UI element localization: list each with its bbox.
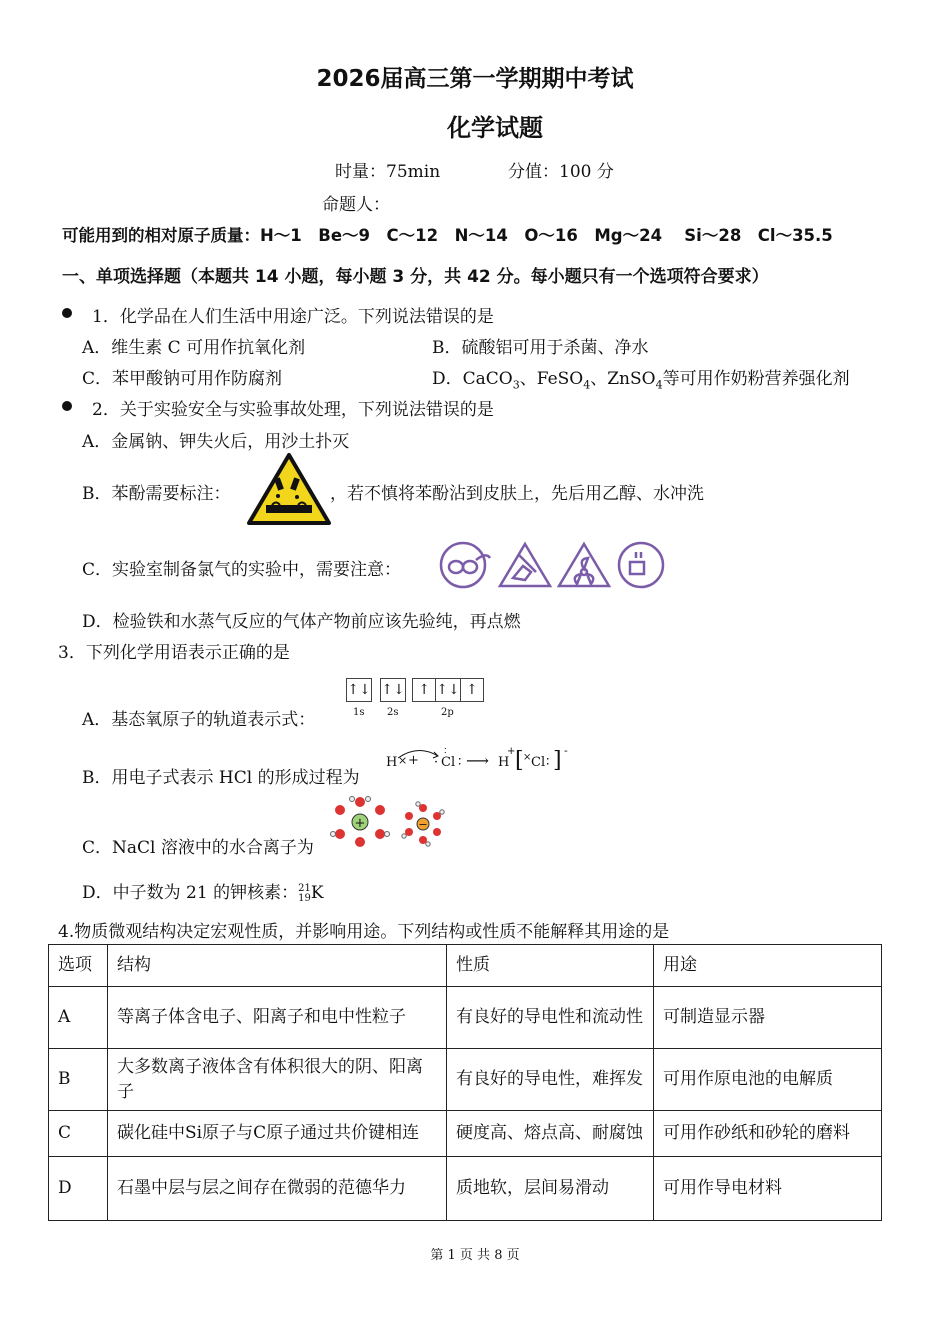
q1-option-b[interactable]: B．硫酸铝可用于杀菌、净水: [432, 338, 649, 358]
exam-time: 时量：75min: [335, 162, 441, 182]
row-structure: 大多数离子液体含有体积很大的阴、阳离子: [108, 1049, 447, 1111]
header-option: 选项: [49, 945, 108, 987]
table-row[interactable]: [49, 1049, 882, 1111]
corrosive-warning-icon: [246, 452, 332, 526]
q2-option-d[interactable]: D．检验铁和水蒸气反应的气体产物前应该先验纯，再点燃: [82, 612, 521, 632]
lab-safety-icons: [438, 540, 670, 590]
row-usage: 可用作导电材料: [654, 1157, 882, 1221]
q3-option-d[interactable]: D．中子数为 21 的钾核素： 21 19 K: [82, 882, 324, 904]
row-structure: 石墨中层与层之间存在微弱的范德华力: [108, 1157, 447, 1221]
row-usage: 可用作原电池的电解质: [654, 1049, 882, 1111]
row-usage: 可制造显示器: [654, 987, 882, 1049]
row-property: 有良好的导电性，难挥发: [447, 1049, 654, 1111]
row-option: A: [49, 987, 108, 1049]
bullet-icon: [62, 401, 72, 411]
bullet-icon: [62, 308, 72, 318]
anion-sign: −: [418, 818, 428, 831]
q3-option-b[interactable]: B．用电子式表示 HCl 的形成过程为: [82, 768, 360, 788]
row-usage: 可用作砂纸和砂轮的磨料: [654, 1111, 882, 1157]
q1-stem: 1．化学品在人们生活中用途广泛。下列说法错误的是: [92, 307, 494, 327]
table-row[interactable]: [49, 1111, 882, 1157]
q4-stem: 4.物质微观结构决定宏观性质，并影响用途。下列结构或性质不能解释其用途的是: [58, 922, 670, 942]
exam-score: 分值：100 分: [508, 162, 614, 182]
cation-sign: +: [354, 816, 366, 831]
exam-title: 2026届高三第一学期期中考试: [316, 66, 634, 92]
q3-stem: 3．下列化学用语表示正确的是: [58, 643, 290, 663]
row-option: D: [49, 1157, 108, 1221]
orbital-label-2s: 2s: [387, 707, 399, 718]
atomic-masses: 可能用到的相对原子质量：H～1 Be～9 C～12 N～14 O～16 Mg～24 Si～28 Cl～35.5: [62, 226, 833, 245]
table-header-row: [49, 945, 882, 987]
q2-option-a[interactable]: A．金属钠、钾失火后，用沙土扑灭: [82, 432, 350, 452]
hcl-formation-diagram: H × + · Cl ∶ ∶ ⟶ H + [ × Cl ∶ ] -: [386, 744, 568, 773]
q4-table: [48, 944, 882, 1221]
hand-icon: [500, 544, 550, 586]
exam-author: 命题人：: [322, 195, 390, 215]
header-usage: 用途: [654, 945, 882, 987]
q2-option-c[interactable]: C．实验室制备氯气的实验中，需要注意：: [82, 560, 402, 580]
orbital-2s: ↑↓: [380, 678, 406, 702]
orbital-label-1s: 1s: [353, 707, 365, 718]
orbital-label-2p: 2p: [441, 707, 454, 718]
hydrated-ions-diagram: [330, 796, 452, 850]
row-property: 质地软，层间易滑动: [447, 1157, 654, 1221]
table-row[interactable]: [49, 1157, 882, 1221]
table-row[interactable]: [49, 987, 882, 1049]
q2-option-b-label[interactable]: B．苯酚需要标注：: [82, 484, 231, 504]
q1-option-c[interactable]: C．苯甲酸钠可用作防腐剂: [82, 369, 283, 389]
orbital-2p: ↑ ↑↓ ↑: [412, 678, 484, 702]
q1-option-d[interactable]: D．CaCO$_3$、FeSO$_4$、ZnSO$_4$等可用作奶粉营养强化剂: [432, 369, 850, 392]
header-structure: 结构: [108, 945, 447, 987]
header-property: 性质: [447, 945, 654, 987]
fan-icon: [559, 544, 609, 586]
q2-option-b-rest: ，若不慎将苯酚沾到皮肤上，先后用乙醇、水冲洗: [330, 484, 704, 504]
section1-title: 一、单项选择题（本题共 14 小题，每小题 3 分，共 42 分。每小题只有一个选项符合要求）: [62, 267, 769, 287]
q3-option-c[interactable]: C．NaCl 溶液中的水合离子为: [82, 838, 314, 858]
row-option: C: [49, 1111, 108, 1157]
row-property: 硬度高、熔点高、耐腐蚀: [447, 1111, 654, 1157]
row-property: 有良好的导电性和流动性: [447, 987, 654, 1049]
subject-title: 化学试题: [447, 114, 543, 142]
row-structure: 碳化硅中Si原子与C原子通过共价键相连: [108, 1111, 447, 1157]
q3-option-a[interactable]: A．基态氧原子的轨道表示式：: [82, 710, 316, 730]
goggles-icon: [441, 543, 490, 587]
q2-stem: 2．关于实验安全与实验事故处理，下列说法错误的是: [92, 400, 494, 420]
row-structure: 等离子体含电子、阳离子和电中性粒子: [108, 987, 447, 1049]
row-option: B: [49, 1049, 108, 1111]
page-footer: 第 1 页 共 8 页: [430, 1248, 520, 1263]
q1-option-a[interactable]: A．维生素 C 可用作抗氧化剂: [82, 338, 306, 358]
orbital-1s: ↑↓: [346, 678, 372, 702]
wash-hands-icon: [619, 543, 663, 587]
